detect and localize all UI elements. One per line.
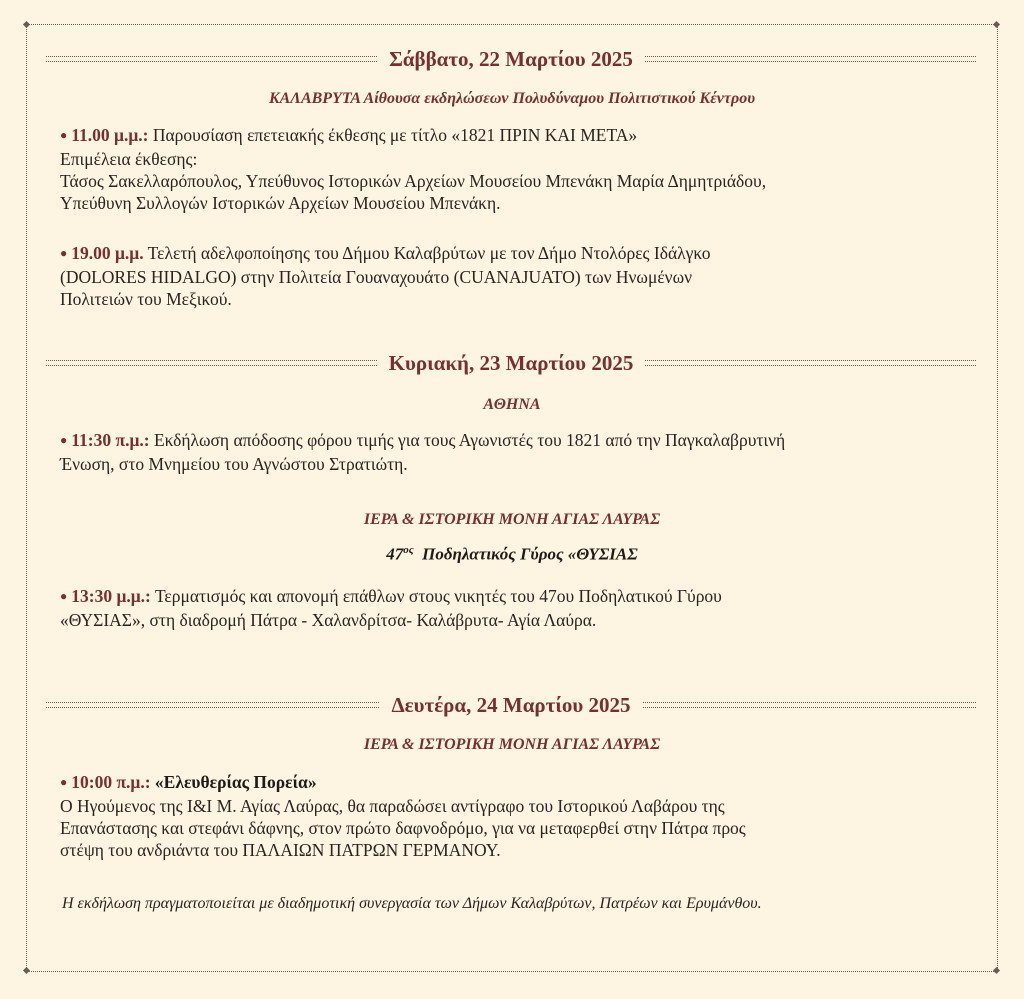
event-text: Ένωση, στο Μνημείου του Αγνώστου Στρατιώτη. [60, 454, 408, 474]
bullet-icon: ● [60, 589, 68, 603]
divider [645, 56, 976, 62]
event-title: «Ελευθερίας Πορεία» [154, 772, 317, 792]
event-text: στέψη του ανδριάντα του ΠΑΛΑΙΩΝ ΠΑΤΡΩΝ ΓΕΡΜΑΝΟΥ. [60, 840, 501, 860]
venue-title: ΙΕΡΑ & ΙΣΤΟΡΙΚΗ ΜΟΝΗ ΑΓΙΑΣ ΛΑΥΡΑΣ [363, 511, 661, 528]
day-heading-saturday [46, 44, 976, 74]
venue-title: ΑΘΗΝΑ [483, 396, 541, 413]
event-time: 10:00 π.μ.: [71, 772, 151, 792]
divider [46, 360, 377, 366]
day-heading-monday [46, 690, 976, 720]
event-time: 19.00 μ.μ. [71, 243, 144, 263]
bullet-icon: ● [60, 128, 68, 142]
event-item [60, 124, 990, 214]
day-title: Κυριακή, 23 Μαρτίου 2025 [388, 350, 634, 375]
bullet-icon: ● [60, 246, 68, 260]
event-time: 11:30 π.μ.: [71, 430, 150, 450]
event-text: Υπεύθυνη Συλλογών Ιστορικών Αρχείων Μουσείου Μπενάκη. [60, 193, 501, 213]
event-text: Πολιτειών του Μεξικού. [60, 289, 232, 309]
event-item [60, 242, 990, 310]
event-text: Εκδήλωση απόδοσης φόρου τιμής για τους Αγωνιστές του 1821 από την Παγκαλαβρυτινή [153, 430, 786, 450]
event-text: Τάσος Σακελλαρόπουλος, Υπεύθυνος Ιστορικών Αρχείων Μουσείου Μπενάκη Μαρία Δημητριάδου, [60, 171, 767, 191]
event-text: Τελετή αδελφοποίησης του Δήμου Καλαβρύτων με τον Δήμο Ντολόρες Ιδάλγκο [147, 243, 711, 263]
bullet-icon: ● [60, 433, 68, 447]
divider [46, 56, 377, 62]
event-text: Επανάστασης και στεφάνι δάφνης, στον πρώτο δαφνοδρόμο, για να μεταφερθεί στην Πάτρα προς [60, 818, 746, 838]
day-title: Δευτέρα, 24 Μαρτίου 2025 [391, 692, 631, 717]
footer-note: Η εκδήλωση πραγματοποιείται με διαδημοτική συνεργασία των Δήμων Καλαβρύτων, Πατρέων και Ερυμάνθου. [62, 895, 762, 912]
day-title: Σάββατο, 22 Μαρτίου 2025 [389, 46, 633, 71]
event-text: (DOLORES HIDALGO) στην Πολιτεία Γουαναχουάτο (CUANAJUATO) των Ηνωμένων [60, 267, 693, 287]
event-subtitle: $47^{o\varsigma}$ Ποδηλατικός Γύρος «ΘΥΣΙΑΣ [386, 544, 638, 564]
event-item [60, 771, 990, 861]
event-item [60, 585, 990, 631]
event-text: Τερματισμός και απονομή επάθλων στους νικητές του 47ου Ποδηλατικού Γύρου [154, 586, 722, 606]
event-text: Επιμέλεια έκθεσης: [60, 149, 198, 169]
corner-ornament [993, 967, 1000, 974]
event-text: «ΘΥΣΙΑΣ», στη διαδρομή Πάτρα - Χαλανδρίτσα- Καλάβρυτα- Αγία Λαύρα. [60, 610, 597, 630]
divider [643, 702, 976, 708]
event-text: Παρουσίαση επετειακής έκθεσης με τίτλο «1821 ΠΡΙΝ ΚΑΙ ΜΕΤΑ» [152, 125, 638, 145]
event-item [60, 429, 990, 475]
event-text: Ο Ηγούμενος της Ι&Ι Μ. Αγίας Λαύρας, θα παραδώσει αντίγραφο του Ιστορικού Λαβάρου της [60, 796, 725, 816]
divider [645, 360, 976, 366]
day-heading-sunday [46, 348, 976, 378]
event-time: 11.00 μ.μ.: [71, 125, 149, 145]
bullet-icon: ● [60, 775, 68, 789]
venue-title: ΙΕΡΑ & ΙΣΤΟΡΙΚΗ ΜΟΝΗ ΑΓΙΑΣ ΛΑΥΡΑΣ [363, 736, 661, 753]
event-time: 13:30 μ.μ.: [71, 586, 151, 606]
venue-title: ΚΑΛΑΒΡΥΤΑ Αίθουσα εκδηλώσεων Πολυδύναμου Πολιτιστικού Κέντρου [268, 90, 756, 107]
divider [46, 702, 379, 708]
